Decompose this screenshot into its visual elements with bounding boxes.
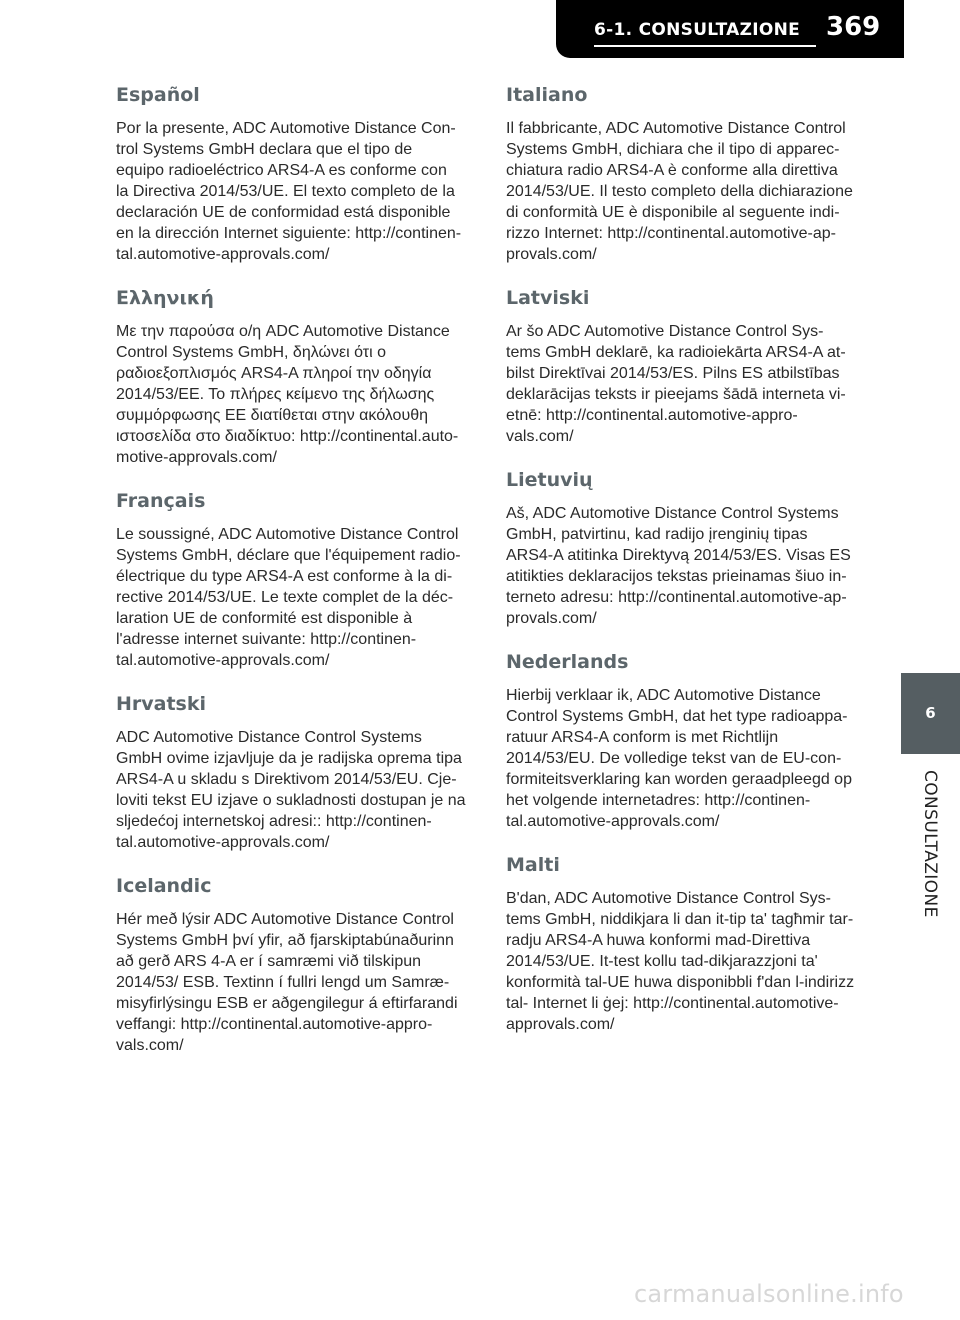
lang-body: Il fabbricante, ADC Automotive Distance Control Systems GmbH, dichiara che il tipo di apparec- chiatura radio ARS4-A è conforme alla direttiva 2014/53/UE. Il testo completo della dichiarazione di conformità UE è disponibile al seguente indi- rizzo Internet: http://continental.automotive-ap- provals.com/ [506, 120, 853, 263]
lang-heading: Latviski [506, 287, 590, 309]
lang-body: Por la presente, ADC Automotive Distance Con- trol Systems GmbH declara que el tipo de equipo radioeléctrico ARS4-A es conforme con la Directiva 2014/53/UE. El texto completo de la declaración UE de conformidad está disponible en la dirección Internet siguiente: http://continen- tal.automotive-approvals.com/ [116, 120, 462, 263]
section-latviski [506, 285, 861, 447]
lang-body: Aš, ADC Automotive Distance Control Systems GmbH, patvirtinu, kad radijo įrenginių tipas ARS4-A atitinka Direktyvą 2014/53/ES. Visas ES atitikties deklaracijos tekstas prieinamas šiuo in- terneto adresu: http://continental.automotive-ap- provals.com/ [506, 505, 851, 627]
right-column [506, 82, 861, 1055]
lang-heading: Hrvatski [116, 693, 207, 715]
lang-body: Με την παρούσα ο/η ADC Automotive Distance Control Systems GmbH, δηλώνει ότι ο ραδιοεξοπλισμός ARS4-A πληροί την οδηγία 2014/53/ΕΕ. Το πλήρες κείμενο της δήλωσης συμμόρφωσης ΕΕ διατίθεται στην ακόλουθη ιστοσελίδα στο διαδίκτυο: http://continental.auto- motive-approvals.com/ [116, 323, 459, 466]
chapter-label-text: CONSULTAZIONE [920, 770, 940, 918]
section-italiano [506, 82, 861, 265]
lang-heading: Ελληνική [116, 287, 214, 309]
section-title: 6-1. CONSULTAZIONE [594, 20, 801, 40]
lang-body: Hierbij verklaar ik, ADC Automotive Distance Control Systems GmbH, dat het type radioappa- ratuur ARS4-A conform is met Richtlijn 2014/53/EU. De volledige tekst van de EU-con- formiteitsverklaring kan worden geraadpleegd op het volgende internetadres: http://continen- tal.automotive-approvals.com/ [506, 687, 852, 830]
section-francais [116, 488, 471, 671]
left-column [116, 82, 471, 1076]
section-greek [116, 285, 471, 468]
section-malti [506, 852, 861, 1035]
section-espanol [116, 82, 471, 265]
lang-body: Ar šo ADC Automotive Distance Control Sys- tems GmbH deklarē, ka radioiekārta ARS4-A at- bilst Direktīvai 2014/53/ES. Pilns ES atbilstības deklarācijas teksts ir pieejams šādā interneta vi- etnē: http://continental.automotive-appro- vals.com/ [506, 323, 846, 445]
lang-body: Le soussigné, ADC Automotive Distance Control Systems GmbH, déclare que l'équipement radio- électrique du type ARS4-A est conforme à la di- rective 2014/53/UE. Le texte complet de la déc- laration UE de conformité est disponible à l'adresse internet suivante: http://continen- tal.automotive-approvals.com/ [116, 526, 461, 669]
lang-heading: Italiano [506, 84, 588, 106]
chapter-tab [901, 673, 960, 754]
lang-body: B'dan, ADC Automotive Distance Control Sys- tems GmbH, niddikjara li dan it-tip ta' tagħmir tar- radju ARS4-A huwa konformi mad-Direttiva 2014/53/UE. It-test kollu tad-dikjarazzjoni ta' konformità tal-UE huwa disponibbli f'dan l-indirizz tal- Internet li ġej: http://continental.automotive- approvals.com/ [506, 890, 855, 1033]
lang-heading: Icelandic [116, 875, 212, 897]
section-hrvatski [116, 691, 471, 853]
lang-body: ADC Automotive Distance Control Systems GmbH ovime izjavljuje da je radijska oprema tipa ARS4-A u skladu s Direktivom 2014/53/EU. Cje- loviti tekst EU izjave o sukladnosti dostupan je na sljedećoj internetskoj adresi:: http://continen- tal.automotive-approvals.com/ [116, 729, 466, 851]
lang-heading: Nederlands [506, 651, 629, 673]
section-lietuviu [506, 467, 861, 629]
watermark: carmanualsonline.info [634, 1280, 904, 1308]
chapter-number: 6 [925, 704, 936, 722]
lang-body: Hér með lýsir ADC Automotive Distance Control Systems GmbH því yfir, að fjarskiptabúnaðurinn að gerð ARS 4-A er í samræmi við tilskipun 2014/53/ ESB. Textinn í fullri lengd um Samræ- misyfirlýsingu ESB er aðgengilegur á eftirfarandi veffangi: http://continental.automotive-appro- vals.com/ [116, 911, 458, 1054]
lang-heading: Lietuvių [506, 469, 593, 491]
page-number: 369 [826, 12, 881, 42]
lang-heading: Français [116, 490, 206, 512]
lang-heading: Español [116, 84, 200, 106]
section-nederlands [506, 649, 861, 832]
header-rule [594, 45, 816, 47]
lang-heading: Malti [506, 854, 560, 876]
section-icelandic [116, 873, 471, 1056]
